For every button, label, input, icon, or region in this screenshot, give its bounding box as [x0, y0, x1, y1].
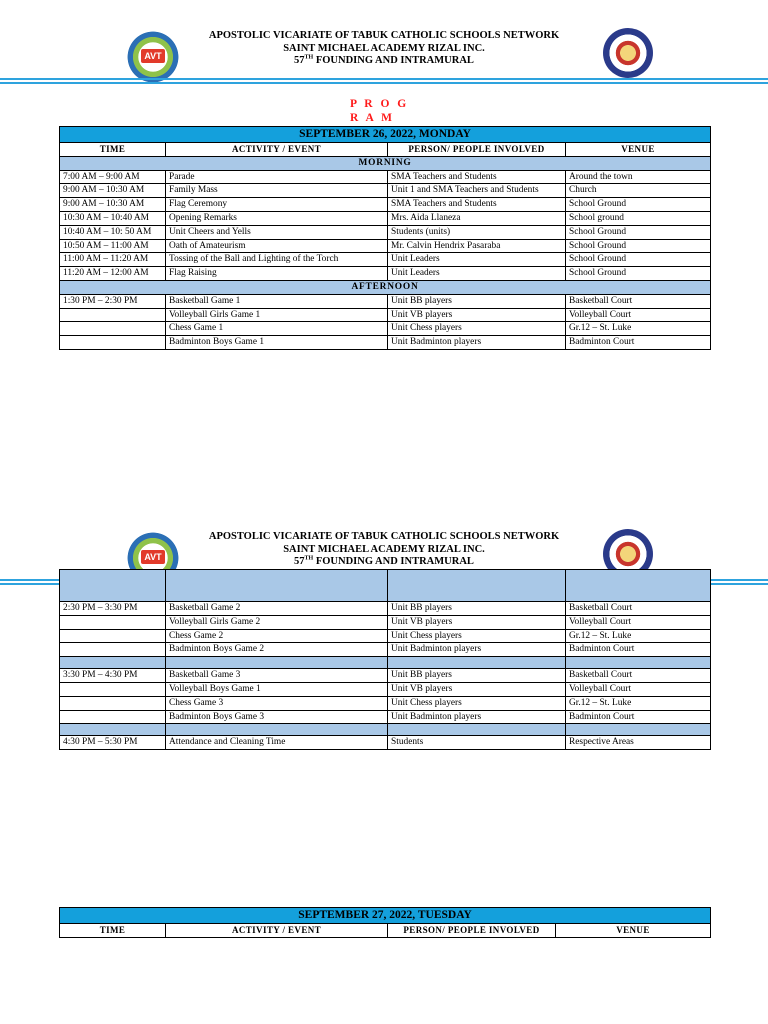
people-cell: Unit 1 and SMA Teachers and Students: [388, 184, 566, 198]
activity-cell: Volleyball Girls Game 2: [166, 615, 388, 629]
people-cell: Students (units): [388, 225, 566, 239]
morning-rows: [60, 170, 711, 280]
activity-cell: Basketball Game 1: [166, 294, 388, 308]
activity-cell: Family Mass: [166, 184, 388, 198]
time-cell: [60, 336, 166, 350]
column-header-row: [60, 924, 711, 938]
network-name: APOSTOLIC VICARIATE OF TABUK CATHOLIC SCHOOLS NETWORK: [208, 531, 560, 542]
activity-cell: Attendance and Cleaning Time: [166, 736, 388, 750]
event-name: 57TH FOUNDING AND INTRAMURAL: [294, 555, 474, 567]
people-cell: Mrs. Aida Llaneza: [388, 211, 566, 225]
network-name: APOSTOLIC VICARIATE OF TABUK CATHOLIC SCHOOLS NETWORK: [208, 30, 560, 41]
activity-cell: Chess Game 3: [166, 696, 388, 710]
slot-rows-1: [60, 602, 711, 657]
table-row: [60, 239, 711, 253]
table-row: [60, 198, 711, 212]
venue-cell: School Ground: [566, 239, 711, 253]
people-cell: Unit Badminton players: [388, 710, 566, 724]
time-cell: [60, 629, 166, 643]
venue-cell: Gr.12 – St. Luke: [566, 629, 711, 643]
table-row: [60, 336, 711, 350]
table-row: [60, 170, 711, 184]
time-cell: 9:00 AM – 10:30 AM: [60, 198, 166, 212]
time-cell: 7:00 AM – 9:00 AM: [60, 170, 166, 184]
col-time: TIME: [60, 924, 166, 938]
col-activity: ACTIVITY / EVENT: [166, 143, 388, 157]
school-header-text: [150, 30, 618, 68]
activity-cell: Volleyball Girls Game 1: [166, 308, 388, 322]
venue-cell: Respective Areas: [566, 736, 711, 750]
time-cell: [60, 682, 166, 696]
time-cell: [60, 710, 166, 724]
blank-cell: [60, 657, 166, 669]
activity-cell: Chess Game 2: [166, 629, 388, 643]
col-activity: ACTIVITY / EVENT: [166, 924, 388, 938]
venue-cell: Volleyball Court: [566, 308, 711, 322]
activity-cell: Unit Cheers and Yells: [166, 225, 388, 239]
schedule-table-continued: [59, 569, 711, 750]
afternoon-rows: [60, 294, 711, 349]
venue-cell: Gr.12 – St. Luke: [566, 696, 711, 710]
day-title: SEPTEMBER 26, 2022, MONDAY: [60, 127, 711, 143]
venue-cell: School Ground: [566, 198, 711, 212]
blank-cell: [166, 724, 388, 736]
school-header-text: [150, 531, 618, 569]
people-cell: Unit Chess players: [388, 322, 566, 336]
separator-row: [60, 657, 711, 669]
venue-cell: Around the town: [566, 170, 711, 184]
slot-rows-2: [60, 669, 711, 724]
activity-cell: Volleyball Boys Game 1: [166, 682, 388, 696]
blank-cell: [388, 724, 566, 736]
table-row: [60, 602, 711, 616]
people-cell: Unit Chess players: [388, 629, 566, 643]
header-rule: [0, 78, 768, 86]
blank-cell: [60, 724, 166, 736]
table-row: [60, 308, 711, 322]
avt-logo-mark: AVT: [141, 550, 165, 564]
venue-cell: Church: [566, 184, 711, 198]
schedule-table-day2: [59, 907, 711, 938]
venue-cell: Volleyball Court: [566, 682, 711, 696]
activity-cell: Opening Remarks: [166, 211, 388, 225]
people-cell: Unit VB players: [388, 308, 566, 322]
time-cell: [60, 615, 166, 629]
avt-logo-mark: AVT: [141, 49, 165, 63]
day-header-row: [60, 127, 711, 143]
blank-cell: [166, 657, 388, 669]
venue-cell: Gr.12 – St. Luke: [566, 322, 711, 336]
people-cell: Unit Badminton players: [388, 643, 566, 657]
people-cell: Unit BB players: [388, 294, 566, 308]
table-row: [60, 696, 711, 710]
blank-cell: [388, 570, 566, 602]
people-cell: SMA Teachers and Students: [388, 170, 566, 184]
table-row: [60, 710, 711, 724]
venue-cell: Basketball Court: [566, 669, 711, 683]
table-row: [60, 267, 711, 281]
blank-cell: [566, 724, 711, 736]
schedule-table-day1: [59, 126, 711, 350]
column-header-row: [60, 143, 711, 157]
section-label: MORNING: [60, 156, 711, 170]
school-name: SAINT MICHAEL ACADEMY RIZAL INC.: [283, 42, 485, 54]
people-cell: Students: [388, 736, 566, 750]
people-cell: Unit Leaders: [388, 267, 566, 281]
blank-cell: [388, 657, 566, 669]
blank-cell: [566, 657, 711, 669]
time-cell: 10:40 AM – 10: 50 AM: [60, 225, 166, 239]
time-cell: [60, 643, 166, 657]
col-venue: VENUE: [566, 143, 711, 157]
time-cell: 1:30 PM – 2:30 PM: [60, 294, 166, 308]
time-cell: 9:00 AM – 10:30 AM: [60, 184, 166, 198]
venue-cell: School Ground: [566, 225, 711, 239]
activity-cell: Badminton Boys Game 2: [166, 643, 388, 657]
table-row: [60, 682, 711, 696]
venue-cell: Badminton Court: [566, 710, 711, 724]
venue-cell: School Ground: [566, 267, 711, 281]
time-cell: [60, 322, 166, 336]
table-row: [60, 225, 711, 239]
venue-cell: School ground: [566, 211, 711, 225]
people-cell: Unit Chess players: [388, 696, 566, 710]
col-people: PERSON/ PEOPLE INVOLVED: [388, 924, 556, 938]
venue-cell: Badminton Court: [566, 643, 711, 657]
school-name: SAINT MICHAEL ACADEMY RIZAL INC.: [283, 543, 485, 555]
blank-header-row: [60, 570, 711, 602]
blank-cell: [566, 570, 711, 602]
sma-seal-logo: [603, 28, 653, 78]
table-row: [60, 322, 711, 336]
activity-cell: Parade: [166, 170, 388, 184]
activity-cell: Basketball Game 3: [166, 669, 388, 683]
people-cell: Unit Badminton players: [388, 336, 566, 350]
venue-cell: Badminton Court: [566, 336, 711, 350]
activity-cell: Badminton Boys Game 1: [166, 336, 388, 350]
table-row: [60, 669, 711, 683]
venue-cell: Basketball Court: [566, 294, 711, 308]
section-row-morning: [60, 156, 711, 170]
table-row: [60, 629, 711, 643]
program-title: P R O G R A M: [350, 98, 409, 124]
time-cell: [60, 308, 166, 322]
table-row: [60, 184, 711, 198]
activity-cell: Chess Game 1: [166, 322, 388, 336]
venue-cell: Basketball Court: [566, 602, 711, 616]
day-header-row: [60, 908, 711, 924]
col-time: TIME: [60, 143, 166, 157]
blank-cell: [60, 570, 166, 602]
time-cell: 11:20 AM – 12:00 AM: [60, 267, 166, 281]
activity-cell: Basketball Game 2: [166, 602, 388, 616]
section-row-afternoon: [60, 280, 711, 294]
activity-cell: Flag Ceremony: [166, 198, 388, 212]
table-row: [60, 615, 711, 629]
people-cell: Unit BB players: [388, 602, 566, 616]
time-cell: [60, 696, 166, 710]
slot-rows-3: [60, 736, 711, 750]
col-venue: VENUE: [556, 924, 711, 938]
people-cell: Unit VB players: [388, 682, 566, 696]
section-label: AFTERNOON: [60, 280, 711, 294]
time-cell: 2:30 PM – 3:30 PM: [60, 602, 166, 616]
time-cell: 4:30 PM – 5:30 PM: [60, 736, 166, 750]
people-cell: SMA Teachers and Students: [388, 198, 566, 212]
table-row: [60, 736, 711, 750]
time-cell: 10:30 AM – 10:40 AM: [60, 211, 166, 225]
activity-cell: Oath of Amateurism: [166, 239, 388, 253]
time-cell: 11:00 AM – 11:20 AM: [60, 253, 166, 267]
event-name: 57TH FOUNDING AND INTRAMURAL: [294, 54, 474, 66]
people-cell: Unit BB players: [388, 669, 566, 683]
day-title: SEPTEMBER 27, 2022, TUESDAY: [60, 908, 711, 924]
venue-cell: Volleyball Court: [566, 615, 711, 629]
people-cell: Unit Leaders: [388, 253, 566, 267]
table-row: [60, 211, 711, 225]
activity-cell: Tossing of the Ball and Lighting of the Torch: [166, 253, 388, 267]
separator-row: [60, 724, 711, 736]
table-row: [60, 643, 711, 657]
table-row: [60, 253, 711, 267]
people-cell: Unit VB players: [388, 615, 566, 629]
activity-cell: Badminton Boys Game 3: [166, 710, 388, 724]
table-row: [60, 294, 711, 308]
time-cell: 10:50 AM – 11:00 AM: [60, 239, 166, 253]
venue-cell: School Ground: [566, 253, 711, 267]
blank-cell: [166, 570, 388, 602]
people-cell: Mr. Calvin Hendrix Pasaraba: [388, 239, 566, 253]
col-people: PERSON/ PEOPLE INVOLVED: [388, 143, 566, 157]
activity-cell: Flag Raising: [166, 267, 388, 281]
time-cell: 3:30 PM – 4:30 PM: [60, 669, 166, 683]
